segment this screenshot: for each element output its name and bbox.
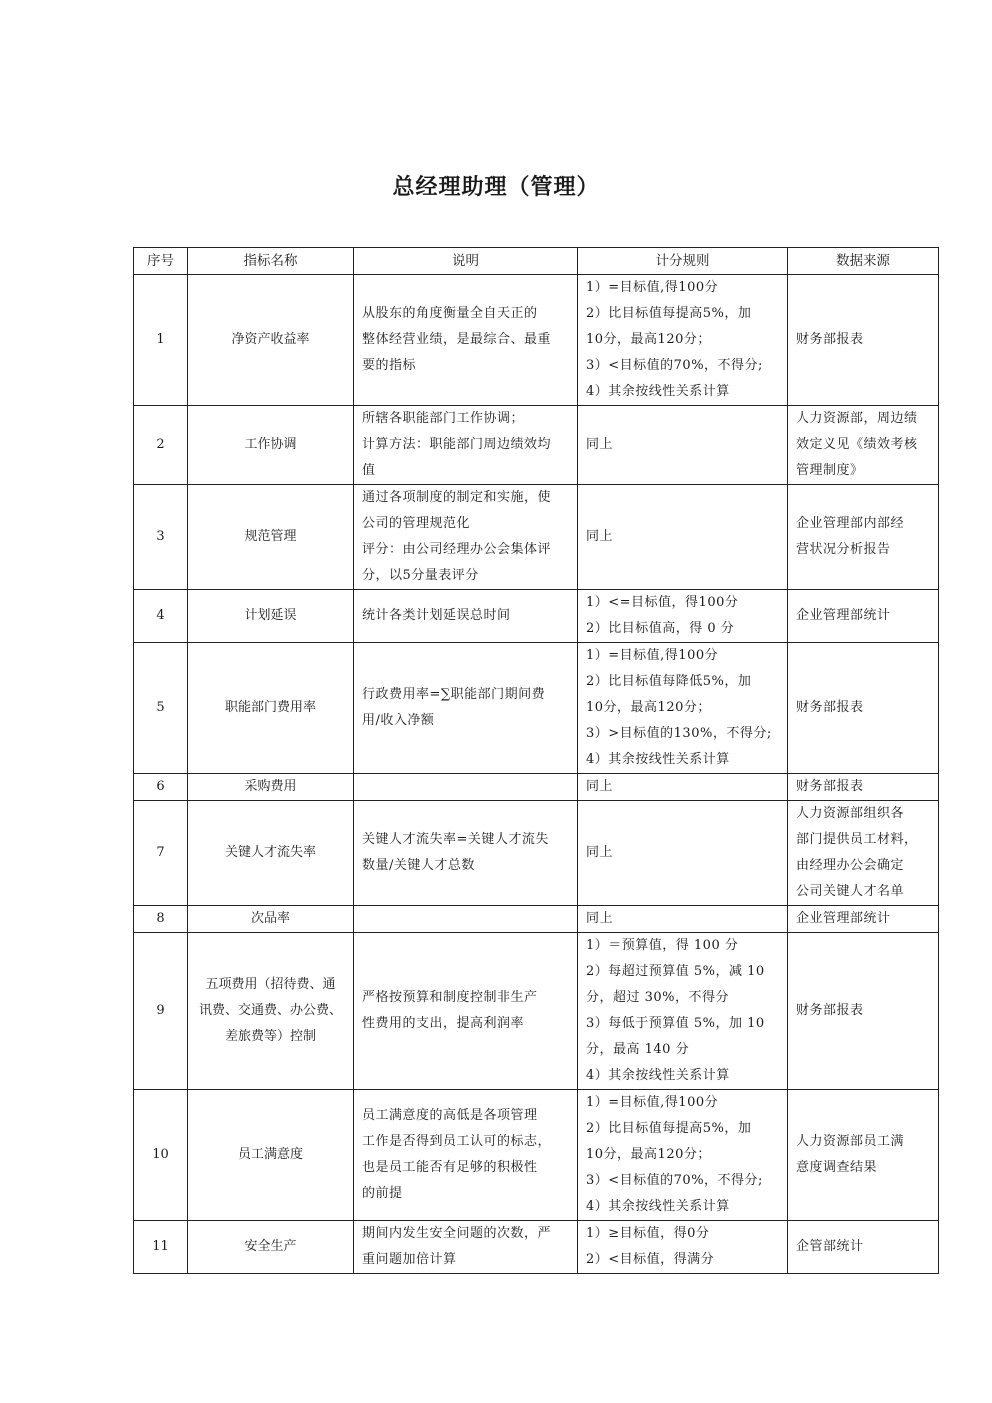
cell-no: 6 <box>134 774 188 801</box>
cell-source-line: 公司关键人才名单 <box>796 884 905 899</box>
cell-source-line: 企业管理部统计 <box>796 608 891 623</box>
cell-name-line: 员工满意度 <box>237 1147 303 1162</box>
cell-desc-line: 性费用的支出，提高利润率 <box>362 1016 525 1031</box>
cell-desc-line: 分，以5分量表评分 <box>362 568 479 583</box>
table-row <box>134 774 939 801</box>
cell-no: 8 <box>134 906 188 933</box>
cell-source-line: 人力资源部组织各 <box>796 806 905 821</box>
cell-desc-line: 期间内发生安全问题的次数，严 <box>362 1226 552 1241</box>
cell-rule-line: 1）≥目标值，得0分 <box>586 1226 710 1241</box>
cell-rule-line: 1）=目标值,得100分 <box>586 1095 719 1110</box>
cell-desc <box>354 1090 578 1221</box>
cell-source <box>788 1090 939 1221</box>
cell-no: 4 <box>134 590 188 643</box>
cell-rule <box>578 774 788 801</box>
cell-rule-line: 1）=目标值,得100分 <box>586 280 719 295</box>
cell-rule-line: 2）比目标值每提高5%，加 <box>586 1121 752 1136</box>
cell-rule-line: 同上 <box>586 911 614 926</box>
cell-desc-line: 从股东的角度衡量全自天正的 <box>362 306 538 321</box>
table-row <box>134 406 939 485</box>
cell-name-line: 安全生产 <box>244 1239 297 1254</box>
cell-name-line: 规范管理 <box>244 529 297 544</box>
cell-desc-line: 值 <box>362 463 376 478</box>
cell-no: 9 <box>134 933 188 1090</box>
cell-desc-line: 要的指标 <box>362 358 417 373</box>
cell-name <box>188 275 354 406</box>
cell-rule <box>578 1090 788 1221</box>
cell-rule-line: 4）其余按线性关系计算 <box>586 1068 730 1083</box>
cell-name <box>188 643 354 774</box>
cell-desc-line: 用/收入净额 <box>362 713 435 728</box>
cell-desc-line: 重问题加倍计算 <box>362 1252 457 1267</box>
cell-desc-line: 严格按预算和制度控制非生产 <box>362 990 538 1005</box>
cell-desc <box>354 406 578 485</box>
cell-source-line: 意度调查结果 <box>796 1160 878 1175</box>
cell-name-line: 次品率 <box>250 911 290 926</box>
cell-desc-line: 的前提 <box>362 1186 403 1201</box>
page-title: 总经理助理（管理） <box>392 175 600 200</box>
cell-rule-line: 10分，最高120分； <box>586 700 711 715</box>
table-row <box>134 643 939 774</box>
cell-source-line: 财务部报表 <box>796 1003 864 1018</box>
cell-rule-line: 3）>目标值的130%，不得分; <box>586 726 772 741</box>
cell-desc-line: 行政费用率=∑职能部门期间费 <box>362 687 546 702</box>
cell-desc <box>354 801 578 906</box>
cell-desc-line: 计算方法：职能部门周边绩效均 <box>362 437 552 452</box>
cell-source-line: 效定义见《绩效考核 <box>796 437 918 452</box>
cell-desc <box>354 485 578 590</box>
cell-name-line: 工作协调 <box>244 437 297 452</box>
cell-name-line: 职能部门费用率 <box>224 700 316 715</box>
cell-no: 2 <box>134 406 188 485</box>
cell-desc <box>354 1221 578 1274</box>
cell-desc <box>354 590 578 643</box>
cell-rule-line: 同上 <box>586 529 614 544</box>
cell-name <box>188 485 354 590</box>
cell-desc-line: 统计各类计划延误总时间 <box>362 608 511 623</box>
cell-source-line: 人力资源部员工满 <box>796 1134 905 1149</box>
cell-source-line: 部门提供员工材料， <box>796 832 918 847</box>
cell-rule-line: 1）=目标值,得100分 <box>586 648 719 663</box>
cell-name-line: 计划延误 <box>244 608 297 623</box>
cell-source-line: 财务部报表 <box>796 700 864 715</box>
cell-rule-line: 同上 <box>586 845 614 860</box>
cell-source <box>788 1221 939 1274</box>
cell-rule-line: 分，最高 140 分 <box>586 1042 690 1057</box>
cell-desc-line: 工作是否得到员工认可的标志， <box>362 1134 552 1149</box>
cell-rule <box>578 933 788 1090</box>
kpi-table <box>133 247 939 1274</box>
cell-source <box>788 933 939 1090</box>
cell-rule-line: 3）<目标值的70%，不得分; <box>586 358 763 373</box>
cell-rule <box>578 485 788 590</box>
cell-desc-line: 整体经营业绩，是最综合、最重 <box>362 332 552 347</box>
cell-rule-line: 1）<=目标值，得100分 <box>586 595 739 610</box>
cell-source <box>788 590 939 643</box>
cell-rule <box>578 801 788 906</box>
cell-source <box>788 774 939 801</box>
cell-desc-line: 所辖各职能部门工作协调； <box>362 411 525 426</box>
cell-desc <box>354 774 578 801</box>
cell-rule-line: 2）每超过预算值 5%，减 10 <box>586 964 765 979</box>
cell-no: 1 <box>134 275 188 406</box>
table-row <box>134 590 939 643</box>
table-body <box>134 275 939 1274</box>
cell-source-line: 人力资源部，周边绩 <box>796 411 918 426</box>
col-header-source: 数据来源 <box>788 248 939 275</box>
cell-no: 11 <box>134 1221 188 1274</box>
cell-source <box>788 485 939 590</box>
table-header-row <box>134 248 939 275</box>
cell-source-line: 财务部报表 <box>796 779 864 794</box>
cell-rule-line: 2）比目标值高，得 0 分 <box>586 621 735 636</box>
table-row <box>134 906 939 933</box>
cell-desc-line: 员工满意度的高低是各项管理 <box>362 1108 538 1123</box>
cell-rule <box>578 590 788 643</box>
cell-source <box>788 406 939 485</box>
cell-desc-line: 公司的管理规范化 <box>362 516 471 531</box>
cell-name-line: 采购费用 <box>244 779 297 794</box>
cell-source <box>788 643 939 774</box>
cell-source <box>788 906 939 933</box>
cell-desc <box>354 933 578 1090</box>
cell-name <box>188 406 354 485</box>
cell-source-line: 企业管理部统计 <box>796 911 891 926</box>
cell-name <box>188 590 354 643</box>
cell-name <box>188 1221 354 1274</box>
cell-source <box>788 275 939 406</box>
cell-source-line: 财务部报表 <box>796 332 864 347</box>
col-header-no: 序号 <box>134 248 188 275</box>
cell-desc <box>354 906 578 933</box>
cell-rule-line: 3）每低于预算值 5%，加 10 <box>586 1016 765 1031</box>
cell-source <box>788 801 939 906</box>
cell-rule <box>578 1221 788 1274</box>
cell-desc-line: 评分：由公司经理办公会集体评 <box>362 542 552 557</box>
cell-rule <box>578 275 788 406</box>
cell-rule-line: 1）＝预算值，得 100 分 <box>586 938 739 953</box>
cell-rule <box>578 906 788 933</box>
cell-no: 10 <box>134 1090 188 1221</box>
cell-desc-line: 也是员工能否有足够的积极性 <box>362 1160 538 1175</box>
cell-desc-line: 关键人才流失率=关键人才流失 <box>362 832 549 847</box>
cell-rule-line: 10分，最高120分； <box>586 1147 711 1162</box>
cell-name-line: 净资产收益率 <box>231 332 310 347</box>
cell-no: 5 <box>134 643 188 774</box>
cell-rule-line: 分，超过 30%，不得分 <box>586 990 730 1005</box>
cell-name-line: 讯费、交通费、办公费、 <box>198 1003 342 1018</box>
cell-desc <box>354 275 578 406</box>
cell-rule <box>578 406 788 485</box>
cell-source-line: 企业管理部内部经 <box>796 516 905 531</box>
cell-no: 7 <box>134 801 188 906</box>
cell-source-line: 企管部统计 <box>796 1239 864 1254</box>
cell-rule-line: 10分，最高120分； <box>586 332 711 347</box>
col-header-desc: 说明 <box>354 248 578 275</box>
cell-rule-line: 4）其余按线性关系计算 <box>586 1199 730 1214</box>
cell-source-line: 营状况分析报告 <box>796 542 891 557</box>
cell-name <box>188 1090 354 1221</box>
cell-name-line: 差旅费等）控制 <box>224 1029 316 1044</box>
cell-source-line: 由经理办公会确定 <box>796 858 905 873</box>
cell-desc-line: 数量/关键人才总数 <box>362 858 475 873</box>
cell-rule-line: 同上 <box>586 437 614 452</box>
cell-rule-line: 2）比目标值每提高5%，加 <box>586 306 752 321</box>
cell-name-line: 关键人才流失率 <box>224 845 316 860</box>
cell-desc-line: 通过各项制度的制定和实施，使 <box>362 490 552 505</box>
cell-source-line: 管理制度》 <box>796 463 864 478</box>
cell-rule-line: 3）<目标值的70%，不得分; <box>586 1173 763 1188</box>
cell-desc <box>354 643 578 774</box>
table-row <box>134 275 939 406</box>
cell-rule-line: 同上 <box>586 779 614 794</box>
table-row <box>134 933 939 1090</box>
col-header-name: 指标名称 <box>188 248 354 275</box>
table-row <box>134 1221 939 1274</box>
cell-rule-line: 4）其余按线性关系计算 <box>586 752 730 767</box>
cell-rule-line: 2）<目标值，得满分 <box>586 1252 715 1267</box>
cell-rule-line: 4）其余按线性关系计算 <box>586 384 730 399</box>
cell-name <box>188 933 354 1090</box>
cell-name-line: 五项费用（招待费、通 <box>205 977 336 992</box>
table-row <box>134 1090 939 1221</box>
table-row <box>134 485 939 590</box>
cell-name <box>188 801 354 906</box>
cell-rule-line: 2）比目标值每降低5%，加 <box>586 674 752 689</box>
col-header-rule: 计分规则 <box>578 248 788 275</box>
cell-rule <box>578 643 788 774</box>
cell-name <box>188 774 354 801</box>
cell-name <box>188 906 354 933</box>
cell-no: 3 <box>134 485 188 590</box>
table-row <box>134 801 939 906</box>
